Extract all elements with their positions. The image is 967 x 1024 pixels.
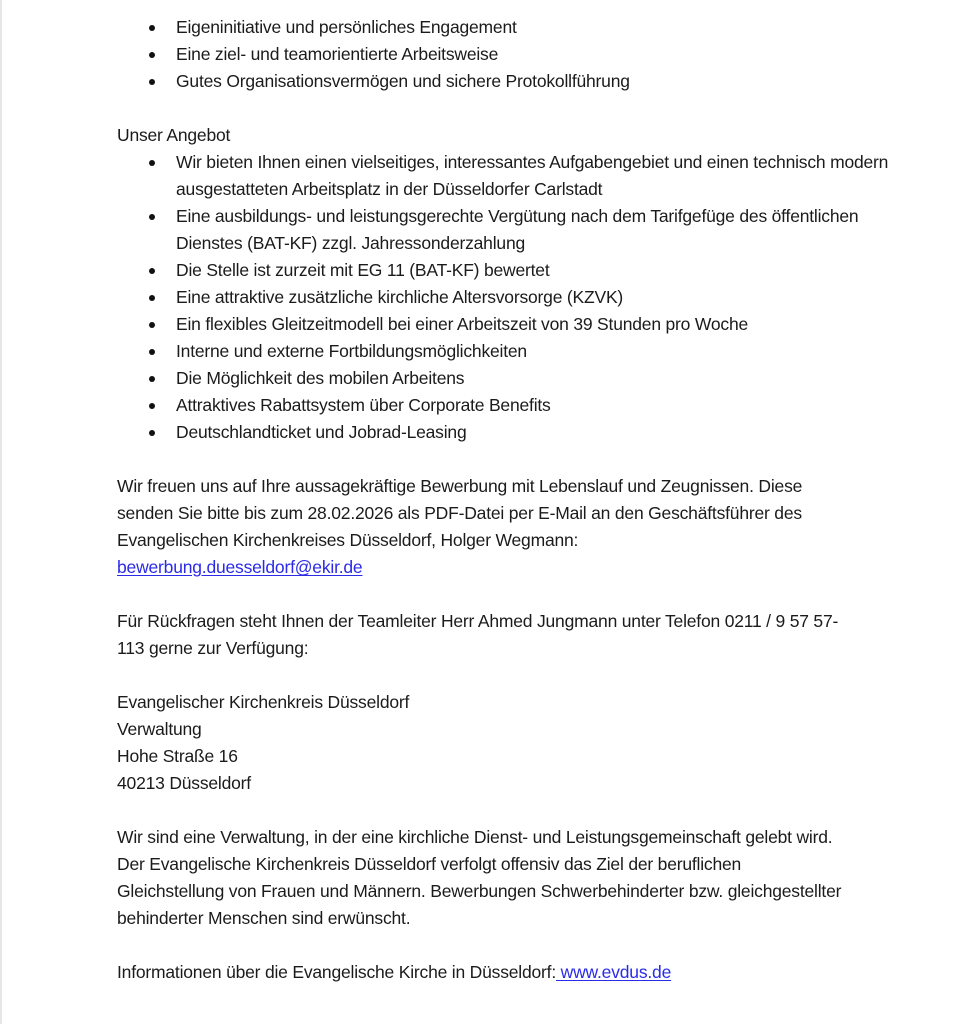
website-link[interactable]: www.evdus.de xyxy=(556,962,672,982)
list-item: Eine ausbildungs- und leistungsgerechte Vergütung nach dem Tarifgefüge des öffentlichen Dienstes (BAT-KF) zzgl. Jahressonderzahlung xyxy=(176,203,911,257)
list-item: Eine attraktive zusätzliche kirchliche Altersvorsorge (KZVK) xyxy=(176,284,911,311)
offer-heading: Unser Angebot xyxy=(117,125,231,145)
requirements-list xyxy=(117,14,877,95)
list-item: Attraktives Rabattsystem über Corporate Benefits xyxy=(176,392,911,419)
document-page xyxy=(117,14,889,986)
address-block xyxy=(117,689,877,797)
address-street: Hohe Straße 16 xyxy=(117,746,238,766)
spacer xyxy=(117,95,877,122)
contact-paragraph: Für Rückfragen steht Ihnen der Teamleiter Herr Ahmed Jungmann unter Telefon 0211 / 9 57 57-113 gerne zur Verfügung: xyxy=(117,611,839,658)
spacer xyxy=(117,797,877,824)
spacer xyxy=(117,662,877,689)
list-item: Eigeninitiative und persönliches Engagement xyxy=(176,14,877,41)
address-city: 40213 Düsseldorf xyxy=(117,773,251,793)
list-item: Gutes Organisationsvermögen und sichere Protokollführung xyxy=(176,68,877,95)
list-item: Die Möglichkeit des mobilen Arbeitens xyxy=(176,365,911,392)
list-item: Interne und externe Fortbildungsmöglichkeiten xyxy=(176,338,911,365)
list-item: Ein flexibles Gleitzeitmodell bei einer Arbeitszeit von 39 Stunden pro Woche xyxy=(176,311,911,338)
spacer xyxy=(117,446,877,473)
address-org: Evangelischer Kirchenkreis Düsseldorf xyxy=(117,692,410,712)
spacer xyxy=(117,932,877,959)
page-left-border xyxy=(0,0,2,1024)
address-dept: Verwaltung xyxy=(117,719,202,739)
offer-list xyxy=(117,149,911,446)
application-paragraph xyxy=(117,473,852,581)
application-text: Wir freuen uns auf Ihre aussagekräftige Bewerbung mit Lebenslauf und Zeugnissen. Diese senden Sie bitte bis zum 28.02.2026 als PDF-Datei per E-Mail an den Geschäftsführer des Evangelischen Kirchenkreises Düsseldorf, Holger Wegmann: xyxy=(117,476,803,550)
list-item: Eine ziel- und teamorientierte Arbeitsweise xyxy=(176,41,877,68)
statement-paragraph: Wir sind eine Verwaltung, in der eine kirchliche Dienst- und Leistungsgemeinschaft gelebt wird. Der Evangelische Kirchenkreis Düsseldorf verfolgt offensiv das Ziel der beruflichen Gleichstellung von Frauen und Männern. Bewerbungen Schwerbehinderter bzw. gleichgestellter behinderter Menschen sind erwünscht. xyxy=(117,827,842,928)
info-text: Informationen über die Evangelische Kirche in Düsseldorf: xyxy=(117,962,556,982)
info-paragraph xyxy=(117,959,877,986)
list-item: Wir bieten Ihnen einen vielseitiges, interessantes Aufgabengebiet und einen technisch modern ausgestatteten Arbeitsplatz in der Düsseldorfer Carlstadt xyxy=(176,149,911,203)
email-link[interactable]: bewerbung.duesseldorf@ekir.de xyxy=(117,557,363,577)
list-item: Deutschlandticket und Jobrad-Leasing xyxy=(176,419,911,446)
list-item: Die Stelle ist zurzeit mit EG 11 (BAT-KF) bewertet xyxy=(176,257,911,284)
spacer xyxy=(117,581,877,608)
